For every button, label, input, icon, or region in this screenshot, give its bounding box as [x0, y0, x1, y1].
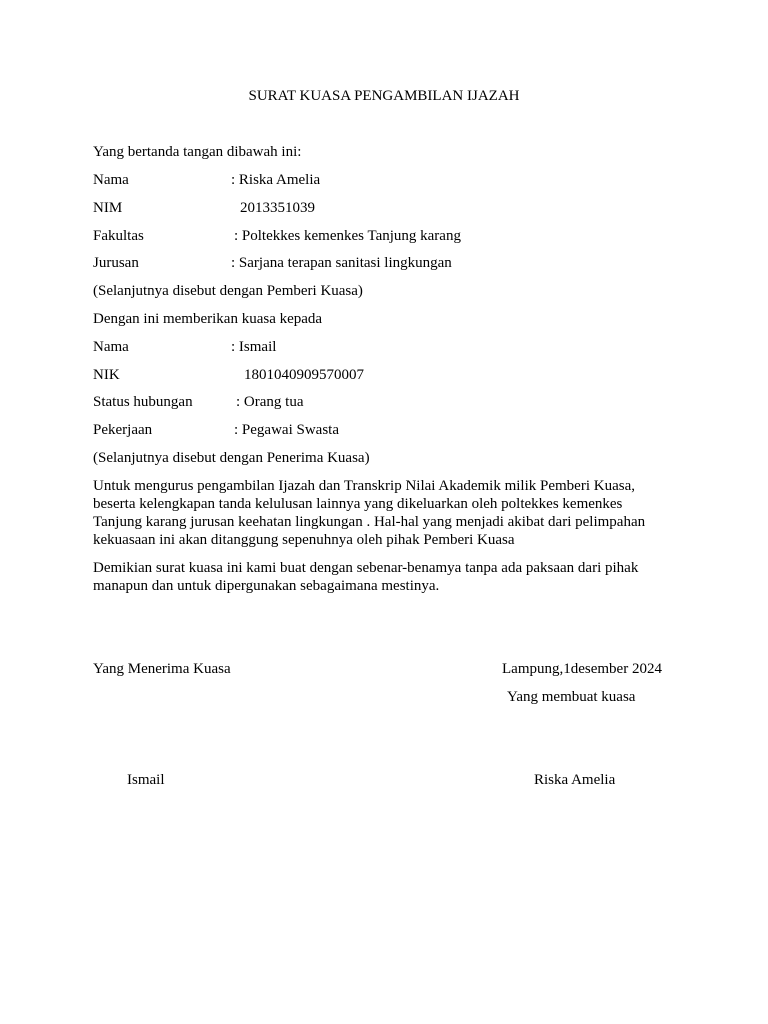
grantor-faculty-label: Fakultas [93, 228, 144, 244]
grantor-major-label: Jurusan [93, 255, 139, 271]
place-date: Lampung,1desember 2024 [502, 661, 662, 677]
grantor-faculty-value: : Poltekkes kemenkes Tanjung karang [234, 228, 461, 244]
maker-name: Riska Amelia [534, 772, 616, 788]
grantor-nim-label: NIM [93, 200, 123, 216]
grantee-relation-value: : Orang tua [236, 394, 304, 410]
grantor-note: (Selanjutnya disebut dengan Pemberi Kuasa) [93, 283, 363, 299]
grantor-major-value: : Sarjana terapan sanitasi lingkungan [231, 255, 452, 271]
grantor-nim-value: 2013351039 [240, 200, 315, 216]
grantee-name-value: : Ismail [231, 339, 277, 355]
purpose-line: beserta kelengkapan tanda kelulusan lainnya yang dikeluarkan oleh poltekkes kemenkes [93, 496, 623, 512]
maker-heading: Yang membuat kuasa [507, 689, 636, 705]
grant-intro-text: Dengan ini memberikan kuasa kepada [93, 311, 323, 327]
purpose-line: kekuasaan ini akan ditanggung sepenuhnya oleh pihak Pemberi Kuasa [93, 532, 515, 548]
grantee-note: (Selanjutnya disebut dengan Penerima Kuasa) [93, 450, 370, 466]
closing-line: Demikian surat kuasa ini kami buat dengan sebenar-benamya tanpa ada paksaan dari pihak [93, 560, 639, 576]
grantee-nik-value: 1801040909570007 [244, 367, 364, 383]
grantee-nik-label: NIK [93, 367, 120, 383]
document-title: SURAT KUASA PENGAMBILAN IJAZAH [248, 88, 520, 104]
grantor-name-label: Nama [93, 172, 129, 188]
purpose-line: Tanjung karang jurusan keehatan lingkungan . Hal-hal yang menjadi akibat dari pelimpahan [93, 514, 646, 530]
intro-text: Yang bertanda tangan dibawah ini: [93, 144, 302, 160]
purpose-line: Untuk mengurus pengambilan Ijazah dan Transkrip Nilai Akademik milik Pemberi Kuasa, [93, 478, 635, 494]
grantee-job-label: Pekerjaan [93, 422, 153, 438]
receiver-name: Ismail [127, 772, 165, 788]
grantee-job-value: : Pegawai Swasta [234, 422, 339, 438]
grantee-name-label: Nama [93, 339, 129, 355]
receiver-heading: Yang Menerima Kuasa [93, 661, 231, 677]
grantee-relation-label: Status hubungan [93, 394, 193, 410]
grantor-name-value: : Riska Amelia [231, 172, 321, 188]
closing-line: manapun dan untuk dipergunakan sebagaimana mestinya. [93, 578, 440, 594]
